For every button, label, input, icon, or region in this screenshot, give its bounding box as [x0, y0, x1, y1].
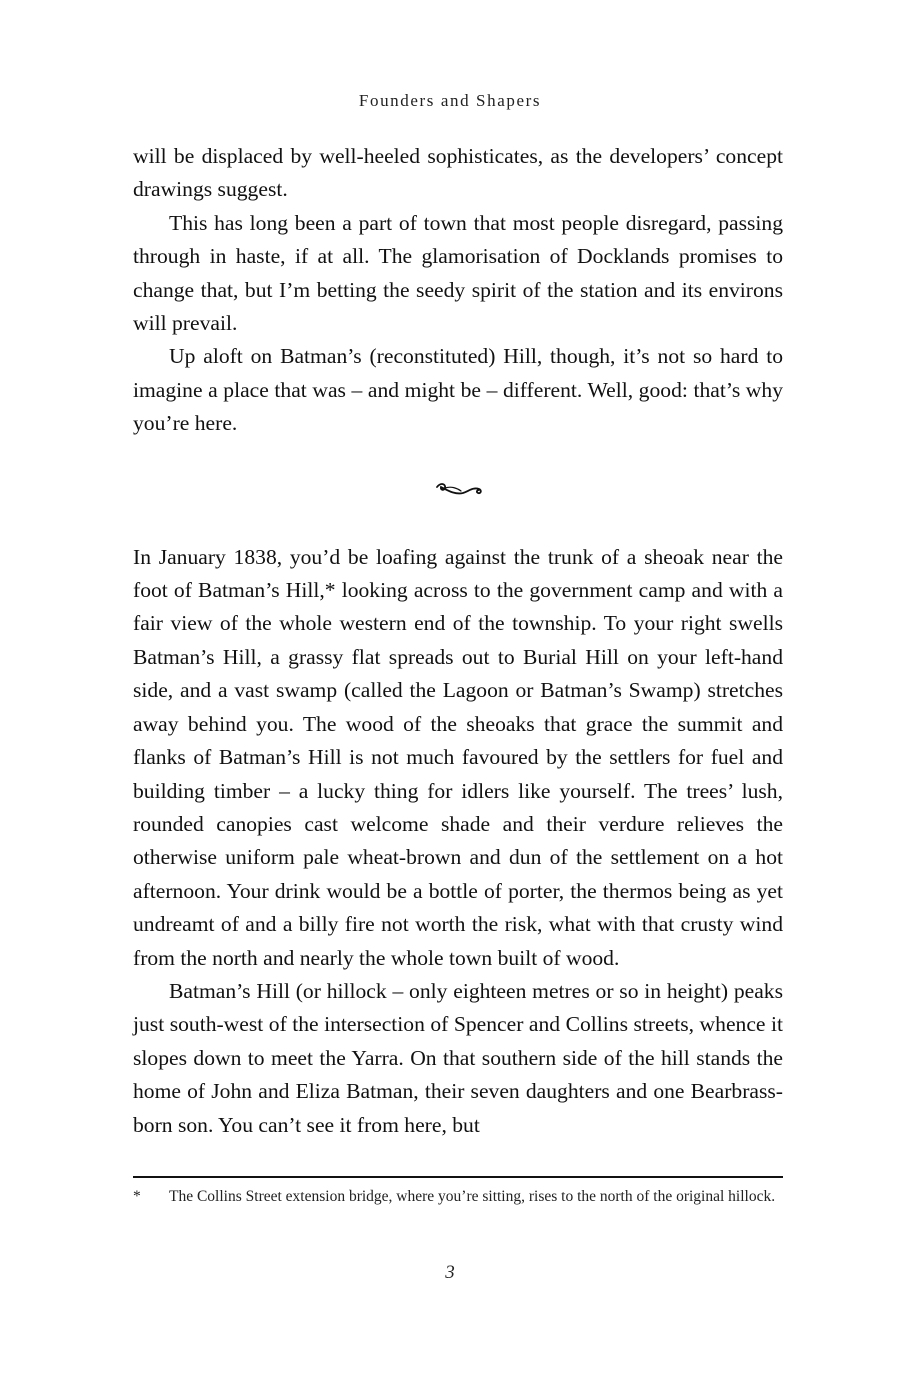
section-break	[133, 441, 783, 541]
paragraph: Batman’s Hill (or hillock – only eighteen metres or so in height) peaks just south-west of the intersection of Spencer and Collins streets, whence it slopes down to meet the Yarra. On that southern side of the hill stands the home of John and Eliza Batman, their seven daughters and one Bearbrass-born son. You can’t see it from here, but	[133, 978, 783, 1137]
fleuron-ornament-icon	[433, 474, 483, 507]
paragraph: This has long been a part of town that most people disregard, passing through in haste, if at all. The glamorisation of Docklands promises to change that, but I’m betting the seedy spirit of the station and its environs will prevail.	[133, 210, 783, 336]
footnote-text: The Collins Street extension bridge, where you’re sitting, rises to the north of the original hillock.	[169, 1188, 776, 1205]
paragraph-continued: will be displaced by well-heeled sophisticates, as the developers’ concept drawings suggest.	[133, 144, 783, 202]
footnote-rule	[133, 1176, 783, 1178]
paragraph: Up aloft on Batman’s (reconstituted) Hill, though, it’s not so hard to imagine a place that was – and might be – different. Well, good: that’s why you’re here.	[133, 344, 783, 436]
body-text	[133, 140, 783, 1142]
page-number: 3	[445, 1262, 455, 1283]
running-head: Founders and Shapers	[358, 91, 542, 110]
footnote	[133, 1184, 783, 1209]
paragraph: In January 1838, you’d be loafing against the trunk of a sheoak near the foot of Batman’s Hill,* looking across to the government camp and with a fair view of the whole western end of the township. To your right swells Batman’s Hill, a grassy flat spreads out to Burial Hill on your left-hand side, and a vast swamp (called the Lagoon or Batman’s Swamp) stretches away behind you. The wood of the sheoaks that grace the summit and flanks of Batman’s Hill is not much favoured by the settlers for fuel and building timber – a lucky thing for idlers like yourself. The trees’ lush, rounded canopies cast welcome shade and their verdure relieves the otherwise uniform pale wheat-brown and dun of the settlement on a hot afternoon. Your drink would be a bottle of porter, the thermos being as yet undreamt of and a billy fire not worth the risk, what with that crusty wind from the north and nearly the whole town built of wood.	[133, 544, 783, 970]
footnote-marker: *	[133, 1188, 141, 1205]
